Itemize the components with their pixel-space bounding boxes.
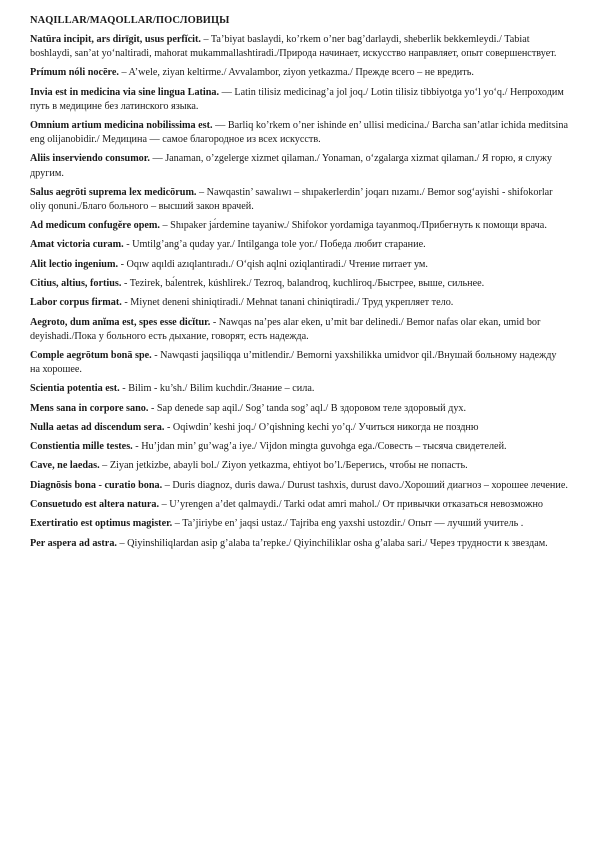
proverb-entry (30, 86, 568, 114)
latin-proverb: Prímum nóli nocēre. (30, 67, 119, 79)
latin-proverb: Alit lectio ingenium. (30, 258, 119, 270)
proverb-entry (30, 382, 568, 396)
latin-proverb: Comple aegrōtum bonā spe. (30, 349, 152, 361)
proverb-entry (30, 349, 568, 377)
latin-proverb: Cave, ne laedas. (30, 460, 100, 472)
proverb-entry (30, 33, 568, 61)
latin-proverb: Mens sana in corpore sano. (30, 402, 149, 414)
proverb-entry (30, 459, 568, 473)
proverb-entry (30, 219, 568, 233)
proverb-translation: — Janaman, o’zgelerge xizmet qilaman./ Yonaman, o‘zgalarga xizmat qilaman./ Я горю, я служу другим. (30, 153, 553, 179)
proverb-translation: - Sap denede sap aqil./ Sog’ tanda sog’ aql./ В здоровом теле здоровый дух. (148, 402, 467, 414)
proverb-translation: - Oqiwdin’ keshi joq./ O’qishning kechi yo’q./ Учиться никогда не поздню (164, 421, 479, 433)
latin-proverb: Nulla aetas ad discendum sera. (30, 421, 165, 433)
proverb-translation: - Tezirek, bа́lentrek, kúshlirek./ Tezroq, balandroq, kuchliroq./Быстрее, выше, сильнее. (121, 278, 485, 289)
proverb-entry (30, 517, 568, 531)
proverb-entry (30, 186, 568, 214)
proverb-translation: — Barliq ko’rkem o’ner ishinde en’ ullisi medicina./ Barcha san’atlar ichida meditsina eng olijanobidir./ Медицина — самое благородное из всех искусств. (30, 120, 568, 146)
latin-proverb: Consuetudo est altera natura. (30, 499, 160, 510)
latin-proverb: Ad medicum confugĕre opem. (30, 220, 160, 232)
proverb-entry (30, 258, 568, 272)
latin-proverb: Exertiratio est optimus magister. (30, 518, 173, 530)
proverb-translation: – Duris diagnoz, duris dawa./ Durust tashxis, durust davo./Хороший диагноз – хорошее лечение. (162, 479, 568, 491)
proverb-translation: - Nawqas na’pes alar eken, u’mit bar delinedi./ Bemor nafas olar ekan, umid bor deyishadi./Пока у больного есть дыхание, говорят, есть надежда. (30, 316, 541, 342)
latin-proverb: Salus aegrōti suprema lex medicōrum. (30, 186, 197, 198)
proverb-translation: - Nawqasti jaqsiliqqa u’mitlendir./ Bemorni yaxshilikka umidvor qil./Внушай больному надежду на хорошее. (30, 349, 557, 376)
page-title: NAQILLAR/MAQOLLAR/ПОСЛОВИЦЫ (30, 15, 230, 26)
latin-proverb: Omnium artium medicina nobilissima est. (30, 120, 213, 132)
latin-proverb: Diagnōsis bona - curatio bona. (30, 479, 163, 491)
proverb-translation: – Ziyan jetkizbe, abayli bol./ Ziyon yetkazma, ehtiyot bo’l./Берегись, чтобы не попасть. (99, 460, 468, 472)
proverb-entry (30, 119, 568, 147)
proverb-entry (30, 277, 568, 291)
latin-proverb: Aegroto, dum anĭma est, spes esse dicĭtur. (30, 316, 211, 328)
proverb-entry (30, 537, 568, 551)
proverb-entry (30, 66, 568, 80)
proverb-translation: – Nawqastin’ sawalıwı – shıpakerlerdin’ joqarı nızamı./ Bemor sog‘ayishi - shifokorlar oliy qonuni./Благо больного – высший закон врачей. (30, 186, 553, 212)
latin-proverb: Scientia potentia est. (30, 383, 120, 395)
proverb-translation: – A’wele, ziyan keltirme./ Avvalambor, ziyon yetkazma./ Прежде всего – не вредить. (118, 67, 474, 79)
proverb-translation: - Miynet deneni shiniqtiradi./ Mehnat tanani chiniqtiradi./ Труд укрепляет тело. (121, 297, 454, 309)
proverb-translation: — Latin tilisiz medicinag’a jol joq./ Lotin tilisiz tibbiyotga yo‘l yo‘q./ Непроходим путь в медицине без латинского языка. (30, 86, 564, 112)
latin-proverb: Constientia mille testes. (30, 441, 133, 453)
proverb-translation: - Umtilg’ang’a quday yar./ Intilganga tole yor./ Победа любит старание. (123, 239, 426, 251)
proverb-translation: – Ta’biyat baslaydi, ko’rkem o’ner bag’darlaydi, sheberlik bekkemleydi./ Tabiat boshlaydi, san’at yo‘naltiradi, mahorat mukammallashtiradi./Природа начинает, искусство направляет, опыт совершенствует. (30, 34, 557, 60)
proverb-translation: – Ta’jiriybe en’ jaqsi ustaz./ Tajriba eng yaxshi ustozdir./ Опыт — лучший учитель . (172, 518, 524, 530)
latin-proverb: Citius, altius, fortius. (30, 278, 122, 289)
proverb-entry (30, 440, 568, 454)
proverb-entry (30, 421, 568, 435)
proverb-translation: – Shıpaker jа́rdemine tayaniw./ Shifokor yordamiga tayanmoq./Прибегнуть к помощи врача. (159, 220, 547, 232)
proverb-entry (30, 296, 568, 310)
proverb-translation: - Hu’jdan min’ gu’wag’a iye./ Vijdon mingta guvohga ega./Совесть – тысяча свидетелей. (132, 441, 507, 453)
proverb-entry (30, 152, 568, 180)
proverb-translation: - Oqıw aqıldi azıqlantıradı./ O‘qish aqlni oziqlantiradi./ Чтение питает ум. (118, 258, 428, 270)
latin-proverb: Aliis inserviendo consumor. (30, 153, 150, 165)
proverb-translation: – Qiyinshiliqlardan asip g’alaba ta’repke./ Qiyinchiliklar osha g’alaba sari./ Через трудности к звездам. (116, 537, 548, 549)
proverb-entry (30, 498, 568, 512)
latin-proverb: Natūra incipit, ars dirīgit, usus perfĭcit. (30, 34, 201, 45)
latin-proverb: Invia est in medicina via sine lingua Latina. (30, 86, 220, 98)
latin-proverb: Per aspera ad astra. (30, 537, 117, 549)
latin-proverb: Labor corpus firmat. (30, 297, 122, 309)
proverb-entry (30, 238, 568, 252)
proverb-list (30, 33, 568, 551)
proverb-translation: – U’yrengen a’det qalmaydi./ Tarki odat amri mahol./ От привычки отказаться невозможно (159, 499, 543, 510)
proverb-entry (30, 479, 568, 493)
proverb-entry (30, 402, 568, 416)
document-page (30, 14, 568, 556)
latin-proverb: Amat victoria curam. (30, 239, 124, 251)
proverb-translation: - Bilim - ku’sh./ Bilim kuchdir./Знание – сила. (119, 383, 315, 395)
proverb-entry (30, 316, 568, 344)
